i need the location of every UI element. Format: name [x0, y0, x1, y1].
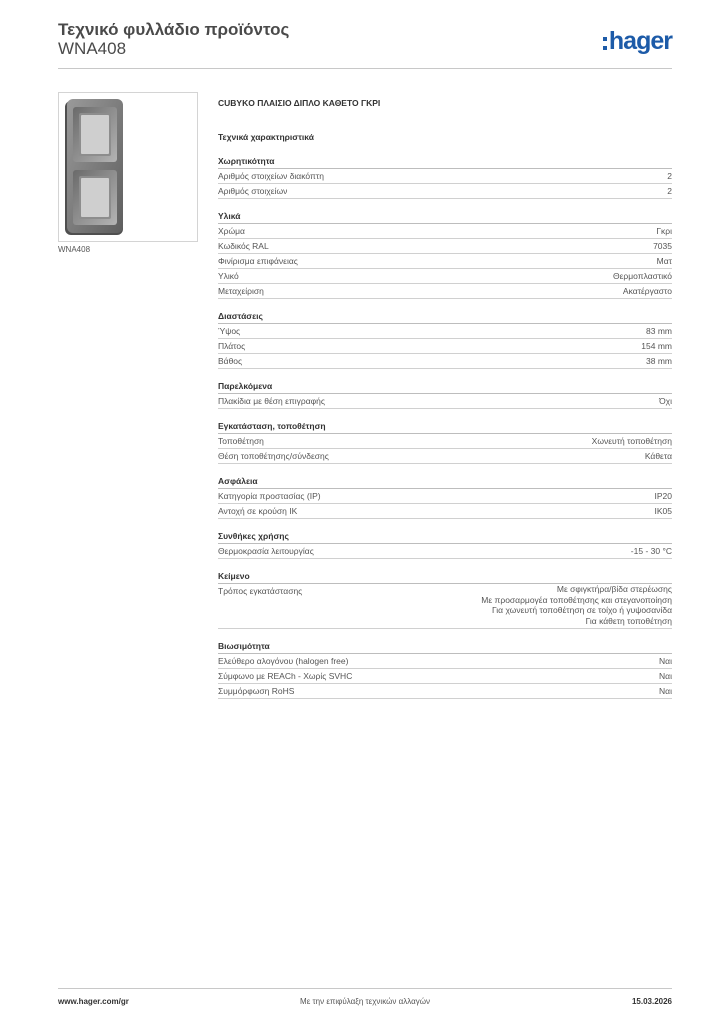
spec-value: Θερμοπλαστικό — [612, 271, 672, 281]
spec-label: Χρώμα — [218, 226, 245, 236]
image-caption: WNA408 — [58, 245, 91, 254]
spec-row — [218, 254, 672, 269]
spec-label: Κατηγορία προστασίας (IP) — [218, 491, 321, 501]
section-title: Κείμενο — [218, 569, 672, 584]
spec-row — [218, 269, 672, 284]
spec-section — [218, 639, 672, 699]
spec-value: Όχι — [659, 396, 672, 406]
spec-value: -15 - 30 °C — [630, 546, 672, 556]
spec-label: Τρόπος εγκατάστασης — [218, 586, 303, 596]
spec-row — [218, 544, 672, 559]
spec-row — [218, 239, 672, 254]
section-title: Βιωσιμότητα — [218, 639, 672, 654]
footer-date: 15.03.2026 — [631, 997, 672, 1006]
spec-value: 2 — [667, 186, 672, 196]
header-divider — [58, 68, 672, 69]
spec-row — [218, 654, 672, 669]
spec-row — [218, 489, 672, 504]
spec-section — [218, 569, 672, 629]
spec-row — [218, 434, 672, 449]
section-title: Συνθήκες χρήσης — [218, 529, 672, 544]
spec-section — [218, 154, 672, 199]
spec-value: Κάθετα — [644, 451, 672, 461]
section-title: Υλικά — [218, 209, 672, 224]
spec-label: Πλάτος — [218, 341, 246, 351]
spec-section — [218, 309, 672, 369]
footer-disclaimer: Με την επιφύλαξη τεχνικών αλλαγών — [300, 997, 430, 1006]
spec-row — [218, 224, 672, 239]
spec-label: Αντοχή σε κρούση IK — [218, 506, 298, 516]
page-header — [58, 20, 672, 70]
spec-sections — [218, 154, 672, 699]
spec-section — [218, 209, 672, 299]
spec-value: Γκρι — [656, 226, 672, 236]
spec-row — [218, 324, 672, 339]
spec-label: Φινίρισμα επιφάνειας — [218, 256, 298, 266]
spec-value — [481, 584, 672, 626]
spec-value: 2 — [667, 171, 672, 181]
spec-label: Μεταχείριση — [218, 286, 264, 296]
spec-value: IK05 — [654, 506, 672, 516]
section-title: Εγκατάσταση, τοποθέτηση — [218, 419, 672, 434]
spec-value-line: Για κάθετη τοποθέτηση — [585, 615, 672, 626]
product-name: CUBYKO ΠΛΑΙΣΙΟ ΔΙΠΛΟ ΚΑΘΕΤΟ ΓΚΡΙ — [218, 98, 381, 108]
spec-label: Ύψος — [218, 326, 241, 336]
spec-label: Βάθος — [218, 356, 243, 366]
spec-label: Τοποθέτηση — [218, 436, 264, 446]
specifications — [218, 96, 672, 709]
hager-logo[interactable] — [603, 26, 672, 56]
spec-value: Χωνευτή τοποθέτηση — [591, 436, 672, 446]
spec-label: Κωδικός RAL — [218, 241, 269, 251]
spec-row — [218, 339, 672, 354]
logo-text: hager — [608, 27, 672, 55]
spec-value: Ματ — [656, 256, 672, 266]
spec-row — [218, 184, 672, 199]
spec-value: 38 mm — [646, 356, 672, 366]
section-title: Παρελκόμενα — [218, 379, 672, 394]
spec-label: Συμμόρφωση RoHS — [218, 686, 295, 696]
spec-section — [218, 474, 672, 519]
spec-label: Υλικό — [218, 271, 239, 281]
spec-value: Ναι — [659, 671, 672, 681]
spec-value-line: Με προσαρμογέα τοποθέτησης και στεγανοποίηση — [481, 594, 672, 605]
spec-section — [218, 379, 672, 409]
spec-label: Αριθμός στοιχείων — [218, 186, 288, 196]
product-image — [58, 92, 198, 242]
spec-label: Πλακίδια με θέση επιγραφής — [218, 396, 325, 406]
spec-row — [218, 354, 672, 369]
spec-row — [218, 669, 672, 684]
spec-value: Ναι — [659, 686, 672, 696]
spec-row — [218, 449, 672, 464]
footer-website-link[interactable]: www.hager.com/gr — [58, 997, 129, 1006]
footer-divider — [58, 988, 672, 989]
product-code: WNA408 — [58, 39, 127, 58]
spec-section — [218, 419, 672, 464]
spec-value: Ναι — [659, 656, 672, 666]
spec-value: 7035 — [653, 241, 672, 251]
specs-heading: Τεχνικά χαρακτηριστικά — [218, 132, 314, 142]
spec-value: 154 mm — [641, 341, 672, 351]
spec-value-line: Για χωνευτή τοποθέτηση σε τοίχο ή γυψοσανίδα — [491, 605, 672, 615]
spec-row — [218, 394, 672, 409]
spec-row — [218, 504, 672, 519]
spec-section — [218, 529, 672, 559]
spec-row — [218, 169, 672, 184]
spec-value: IP20 — [654, 491, 672, 501]
section-title: Ασφάλεια — [218, 474, 672, 489]
section-title: Χωρητικότητα — [218, 154, 672, 169]
spec-row — [218, 584, 672, 629]
spec-row — [218, 684, 672, 699]
spec-label: Θέση τοποθέτησης/σύνδεσης — [218, 451, 329, 461]
spec-label: Ελεύθερο αλογόνου (halogen free) — [218, 656, 349, 666]
document-title: Τεχνικό φυλλάδιο προϊόντος — [58, 20, 290, 39]
double-frame-illustration — [59, 93, 197, 241]
logo-dots-icon — [603, 37, 607, 50]
spec-value-line: Με σφιγκτήρα/βίδα στερέωσης — [556, 584, 672, 594]
spec-label: Θερμοκρασία λειτουργίας — [218, 546, 314, 556]
spec-value: Ακατέργαστο — [622, 286, 672, 296]
spec-label: Σύμφωνο με REACh - Χωρίς SVHC — [218, 671, 353, 681]
section-title: Διαστάσεις — [218, 309, 672, 324]
spec-label: Αριθμός στοιχείων διακόπτη — [218, 171, 324, 181]
spec-row — [218, 284, 672, 299]
spec-value: 83 mm — [646, 326, 672, 336]
